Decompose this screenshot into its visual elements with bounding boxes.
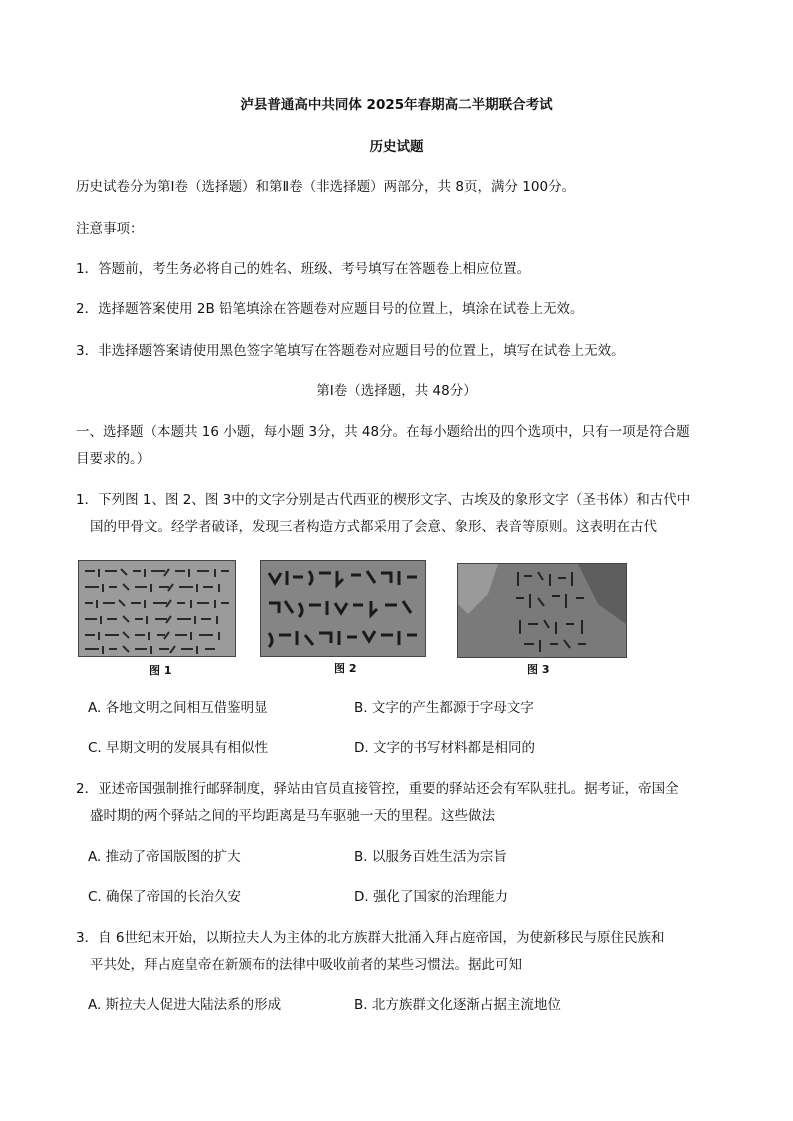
section-description-cont: 目要求的。） <box>76 451 151 467</box>
question-1-stem-cont: 国的甲骨文。经学者破译，发现三者构造方式都采用了会意、象形、表音等原则。这表明在古代 <box>90 519 657 535</box>
part1-title: 第Ⅰ卷（选择题，共 48分） <box>316 383 477 399</box>
figure-1-cuneiform-tablet <box>78 560 236 657</box>
question-1-stem: 1．下列图 1、图 2、图 3中的文字分别是古代西亚的楔形文字、古埃及的象形文字（圣书体）和古代中 <box>76 492 691 508</box>
question-1-option-d[interactable]: D. 文字的书写材料都是相同的 <box>354 740 535 756</box>
cuneiform-image <box>79 561 235 656</box>
figure-1-caption: 图 1 <box>149 664 172 677</box>
exam-intro: 历史试卷分为第Ⅰ卷（选择题）和第Ⅱ卷（非选择题）两部分，共 8页，满分 100分。 <box>76 179 576 195</box>
question-1-option-a[interactable]: A. 各地文明之间相互借鉴明显 <box>88 700 268 716</box>
subject-title: 历史试题 <box>369 139 424 155</box>
notice-item: 1．答题前，考生务必将自己的姓名、班级、考号填写在答题卷上相应位置。 <box>76 261 531 277</box>
notice-item: 3．非选择题答案请使用黑色签字笔填写在答题卷对应题目号的位置上，填写在试卷上无效。 <box>76 343 625 359</box>
question-1-option-b[interactable]: B. 文字的产生都源于字母文字 <box>354 700 534 716</box>
notice-title: 注意事项： <box>76 221 144 237</box>
question-2-stem-cont: 盛时期的两个驿站之间的平均距离是马车驱驰一天的里程。这些做法 <box>90 808 495 824</box>
question-2-option-d[interactable]: D. 强化了国家的治理能力 <box>354 889 508 905</box>
figure-2-hieroglyph-stone <box>260 560 426 657</box>
question-3-stem: 3．自 6世纪末开始，以斯拉夫人为主体的北方族群大批涌入拜占庭帝国，为使新移民与原住民族和 <box>76 930 665 946</box>
question-2-option-b[interactable]: B. 以服务百姓生活为宗旨 <box>354 849 507 865</box>
exam-title: 泸县普通高中共同体 2025年春期高二半期联合考试 <box>240 97 553 113</box>
question-3-stem-cont: 平共处，拜占庭皇帝在新颁布的法律中吸收前者的某些习惯法。据此可知 <box>90 957 522 973</box>
question-1-option-c[interactable]: C. 早期文明的发展具有相似性 <box>88 740 269 756</box>
question-3-option-b[interactable]: B. 北方族群文化逐渐占据主流地位 <box>354 997 561 1013</box>
figure-3-oracle-bone <box>457 563 627 658</box>
figure-3-caption: 图 3 <box>527 663 550 676</box>
figure-2-caption: 图 2 <box>334 662 357 675</box>
question-2-option-a[interactable]: A. 推动了帝国版图的扩大 <box>88 849 241 865</box>
question-2-stem: 2．亚述帝国强制推行邮驿制度，驿站由官员直接管控，重要的驿站还会有军队驻扎。据考证，帝国全 <box>76 781 679 797</box>
notice-item: 2．选择题答案使用 2B 铅笔填涂在答题卷对应题目号的位置上，填涂在试卷上无效。 <box>76 301 584 317</box>
section-description: 一、选择题（本题共 16 小题，每小题 3分，共 48分。在每小题给出的四个选项中，只有一项是符合题 <box>76 424 690 440</box>
question-3-option-a[interactable]: A. 斯拉夫人促进大陆法系的形成 <box>88 997 282 1013</box>
question-2-option-c[interactable]: C. 确保了帝国的长治久安 <box>88 889 242 905</box>
oracle-bone-image <box>458 564 626 657</box>
hieroglyph-image <box>261 561 425 656</box>
